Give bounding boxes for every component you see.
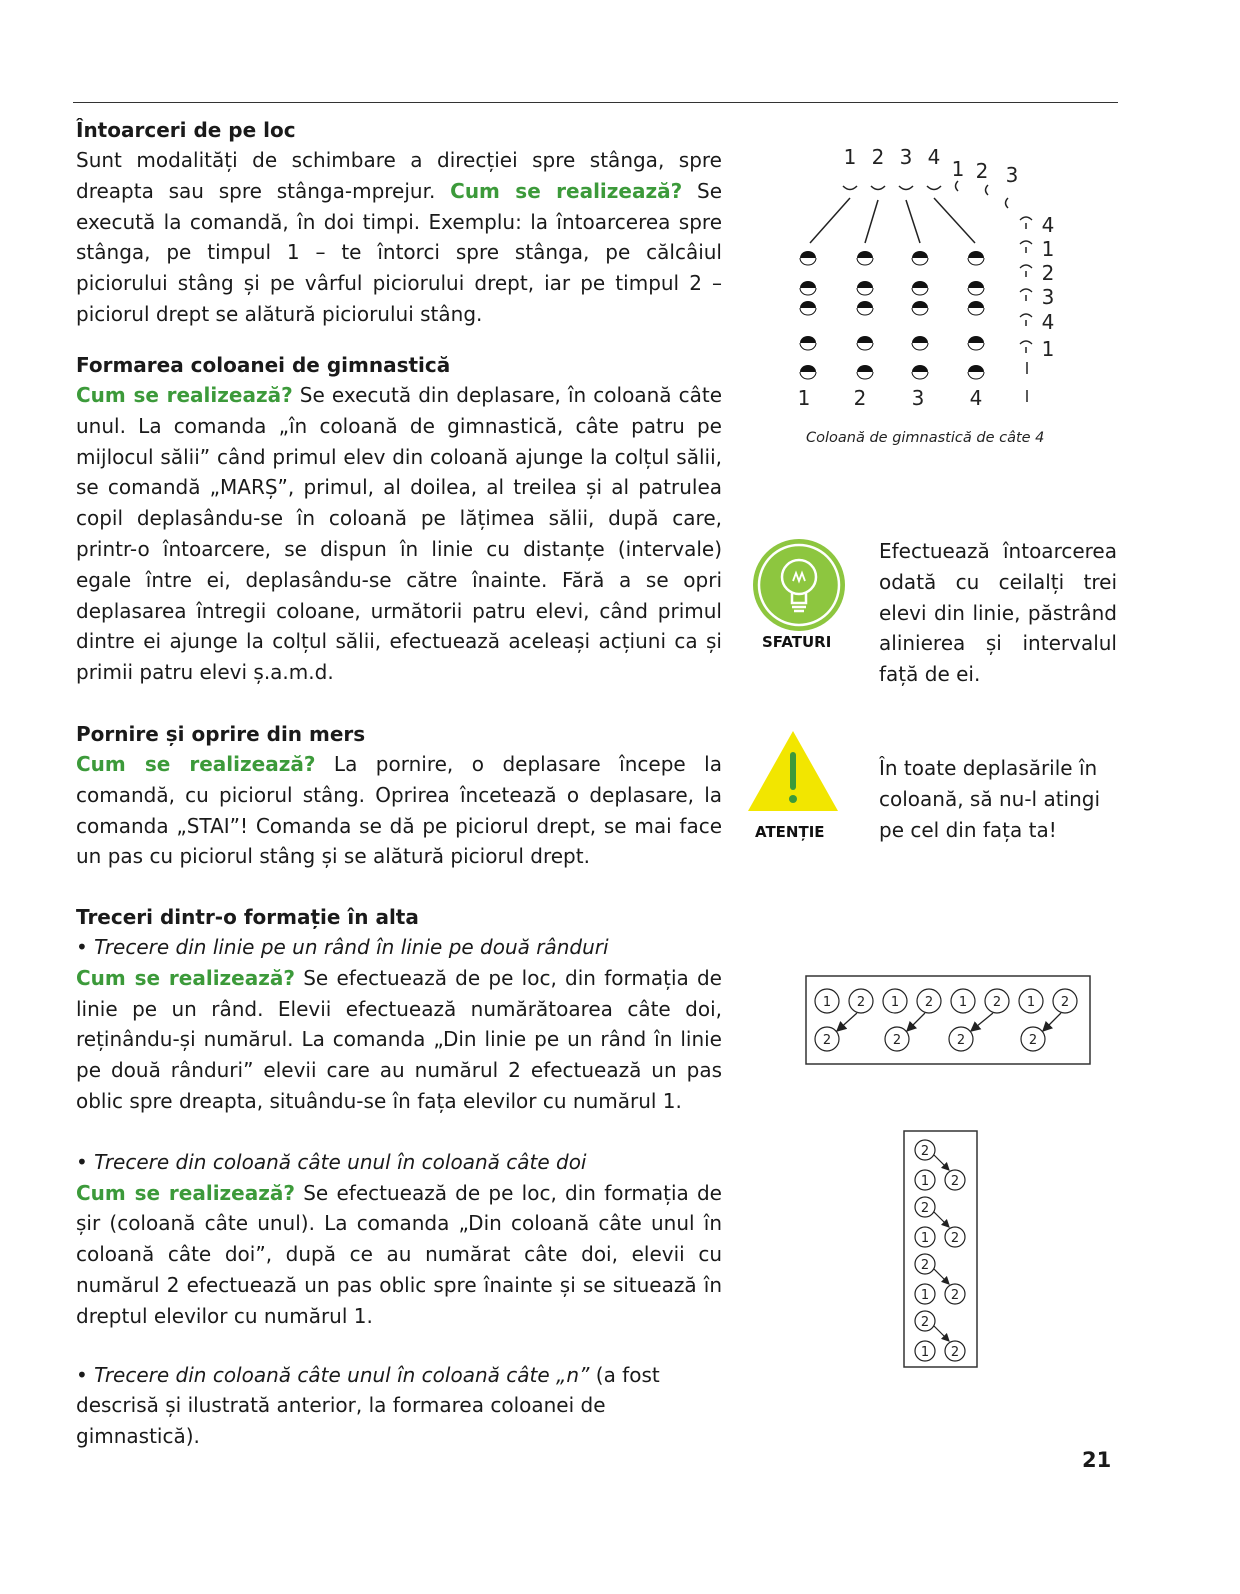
section-formarea-coloanei [76,350,722,688]
student-marker-outline [968,308,984,315]
turn-arc [1020,341,1032,344]
student-marker-outline [912,288,928,295]
turn-arc [1020,289,1032,292]
student-marker [800,251,816,258]
student-marker [857,301,873,308]
figure-number: 3 [911,386,925,410]
atentie-text: În toate deplasările în coloană, să nu-l atingi pe cel din fața ta! [879,756,1101,842]
section-title: Întoarceri de pe loc [76,118,296,142]
move-arrow [837,1013,857,1031]
student-marker [912,336,928,343]
highlight: Cum se realizează? [76,965,295,990]
highlight: Cum se realizează? [76,1180,295,1205]
section-title: Pornire și oprire din mers [76,722,366,746]
student-marker [800,281,816,288]
move-arrow [1043,1013,1061,1031]
student-number: 2 [1028,1033,1038,1048]
student-marker-outline [912,343,928,350]
move-arrow [934,1212,949,1227]
highlight: Cum se realizează? [450,178,683,203]
sfaturi-label: SFATURI [762,633,832,651]
student-marker-outline [800,343,816,350]
figure-linie-doua-randuri [805,975,1092,1067]
student-number: 2 [892,1033,902,1048]
student-marker-outline [968,372,984,379]
student-number: 2 [950,1174,960,1189]
section-treceri [76,902,722,1452]
student-marker [968,281,984,288]
warning-icon [745,727,841,815]
student-marker-outline [800,372,816,379]
student-marker [857,251,873,258]
figure-number: 1 [951,157,965,181]
section-body: Cum se realizează? Se execută din deplasare, în coloană câte unul. La comanda „în coloană de gimnastică, câte patru pe mijlocul sălii” când primul elev din coloană ajunge la colțul sălii, se comandă „MARȘ”, primul, al doilea, al treilea și al patrulea copil deplasându-se în coloană pe lățimea sălii, după care, printr-o întoarcere, se dispun în linie cu distanțe (intervale) egale între ei, deplasându-se către înainte. Fără a se opri deplasarea întregii coloane, următorii patru elevi, când primul dintre ei ajunge la colțul sălii, efectuează aceleași acțiuni ca și primii patru elevi ș.a.m.d. [76,383,722,685]
student-marker-outline [857,343,873,350]
turn-arc [1020,241,1032,244]
student-marker-outline [968,288,984,295]
student-marker [968,251,984,258]
subheading: • Trecere din coloană câte unul în coloană câte doi [76,1149,587,1174]
section-body: Cum se realizează? La pornire, o deplasare începe la comandă, cu piciorul stâng. Oprirea încetează o deplasare, la comanda „STAI”! Comanda se dă pe piciorul drept, se mai face un pas cu piciorul stâng și se alătură piciorul drept. [76,752,722,869]
figure-caption: Coloană de gimnastică de câte 4 [806,430,1045,446]
figure-number: 1 [797,386,811,410]
section-body: Cum se realizează? Se efectuează de pe loc, din formația de șir (coloană câte unul). La comanda „Din coloană câte unul în coloană câte doi”, după ce au numărat câte doi, elevii cu numărul 2 efectuează un pas oblic spre înainte și se situează în dreptul elevilor cu numărul 1. [76,1180,722,1328]
figure-number: 4 [927,145,941,169]
student-number: 1 [1026,995,1036,1010]
student-number: 2 [992,995,1002,1010]
student-number: 2 [950,1288,960,1303]
student-number: 1 [822,995,832,1010]
figure-coloana-doi [903,1130,979,1370]
student-marker [968,336,984,343]
student-number: 2 [956,1033,966,1048]
top-rule [73,102,1118,103]
figure-number: 1 [843,145,857,169]
student-marker-outline [912,258,928,265]
figure-number: 4 [1041,310,1055,334]
highlight: Cum se realizează? [76,752,316,776]
student-number: 1 [920,1174,930,1189]
student-marker-outline [912,308,928,315]
student-marker-outline [800,258,816,265]
move-arrow [934,1269,949,1284]
section-body: • Trecere din coloană câte unul în coloană câte „n” (a fost descrisă și ilustrată anterior, la formarea coloanei de gimnastică). [76,1362,660,1449]
figure-number: 1 [1041,237,1055,261]
student-marker-outline [800,308,816,315]
move-arrow [934,1155,949,1170]
figure-number: 3 [1041,285,1055,309]
student-number: 1 [958,995,968,1010]
student-number: 2 [920,1144,930,1159]
figure-number: 2 [1041,261,1055,285]
student-marker [857,336,873,343]
turn-arc [1020,217,1032,220]
student-marker-outline [857,372,873,379]
student-marker [912,365,928,372]
student-marker [912,281,928,288]
student-marker [857,281,873,288]
student-number: 2 [920,1315,930,1330]
subheading: • Trecere din linie pe un rând în linie pe două rânduri [76,935,609,959]
student-marker-outline [857,258,873,265]
student-marker-outline [968,343,984,350]
student-marker [968,365,984,372]
student-number: 2 [950,1231,960,1246]
student-number: 1 [920,1345,930,1360]
section-title: Treceri dintr-o formație în alta [76,905,419,929]
student-marker [912,251,928,258]
figure-number: 2 [853,386,867,410]
figure-number: 2 [975,159,989,183]
student-marker-outline [800,288,816,295]
student-marker [912,301,928,308]
section-body: Cum se realizează? Se efectuează de pe loc, din formația de linie pe un rând. Elevii efectuează numărătoarea câte doi, reținându-și numărul. La comanda „Din linie pe un rând în linie pe două rânduri” elevii care au numărul 2 efectuează un pas oblic spre dreapta, situându-se în fața elevilor cu numărul 1. [76,965,722,1113]
lightbulb-icon [751,537,847,633]
student-marker-outline [912,372,928,379]
section-intoarceri [76,115,722,330]
student-marker [800,336,816,343]
figure-number: 3 [1005,163,1019,187]
student-marker-outline [857,308,873,315]
figure-coloana-gimnastica [780,140,1080,420]
move-arrow [934,1326,949,1341]
student-marker-outline [968,258,984,265]
student-number: 2 [950,1345,960,1360]
atentie-label: ATENȚIE [755,823,825,841]
student-number: 1 [920,1288,930,1303]
student-number: 1 [920,1231,930,1246]
student-number: 2 [920,1201,930,1216]
section-body: Sunt modalități de schimbare a direcției spre stânga, spre dreapta sau spre stânga-mprejur. Cum se realizează? Se execută la comandă, în doi timpi. Exemplu: la întoarcerea spre stânga, pe timpul 1 – te întorci spre stânga, pe călcâiul piciorului stâng și pe vârful piciorului drept, iar pe timpul 2 – piciorul drept se alătură piciorului stâng. [76,148,723,326]
student-number: 1 [890,995,900,1010]
turn-arc [1020,265,1032,268]
section-title: Formarea coloanei de gimnastică [76,353,451,377]
section-pornire-oprire [76,719,722,872]
student-marker [800,301,816,308]
student-number: 2 [920,1258,930,1273]
student-marker [857,365,873,372]
figure-number: 4 [969,386,983,410]
student-marker-outline [857,288,873,295]
student-marker [800,365,816,372]
student-number: 2 [924,995,934,1010]
student-number: 2 [1060,995,1070,1010]
move-arrow [907,1013,925,1031]
figure-number: 3 [899,145,913,169]
student-number: 2 [856,995,866,1010]
highlight: Cum se realizează? [76,383,293,407]
turn-arc [1020,314,1032,317]
student-number: 2 [822,1033,832,1048]
sfaturi-text: Efectuează întoarcerea odată cu ceilalți trei elevi din linie, păstrând alinierea și intervalul față de ei. [879,539,1117,687]
figure-number: 2 [871,145,885,169]
figure-number: 1 [1041,337,1055,361]
student-marker [968,301,984,308]
move-arrow [971,1013,993,1031]
figure-number: 4 [1041,213,1055,237]
page-number: 21 [1082,1448,1112,1472]
